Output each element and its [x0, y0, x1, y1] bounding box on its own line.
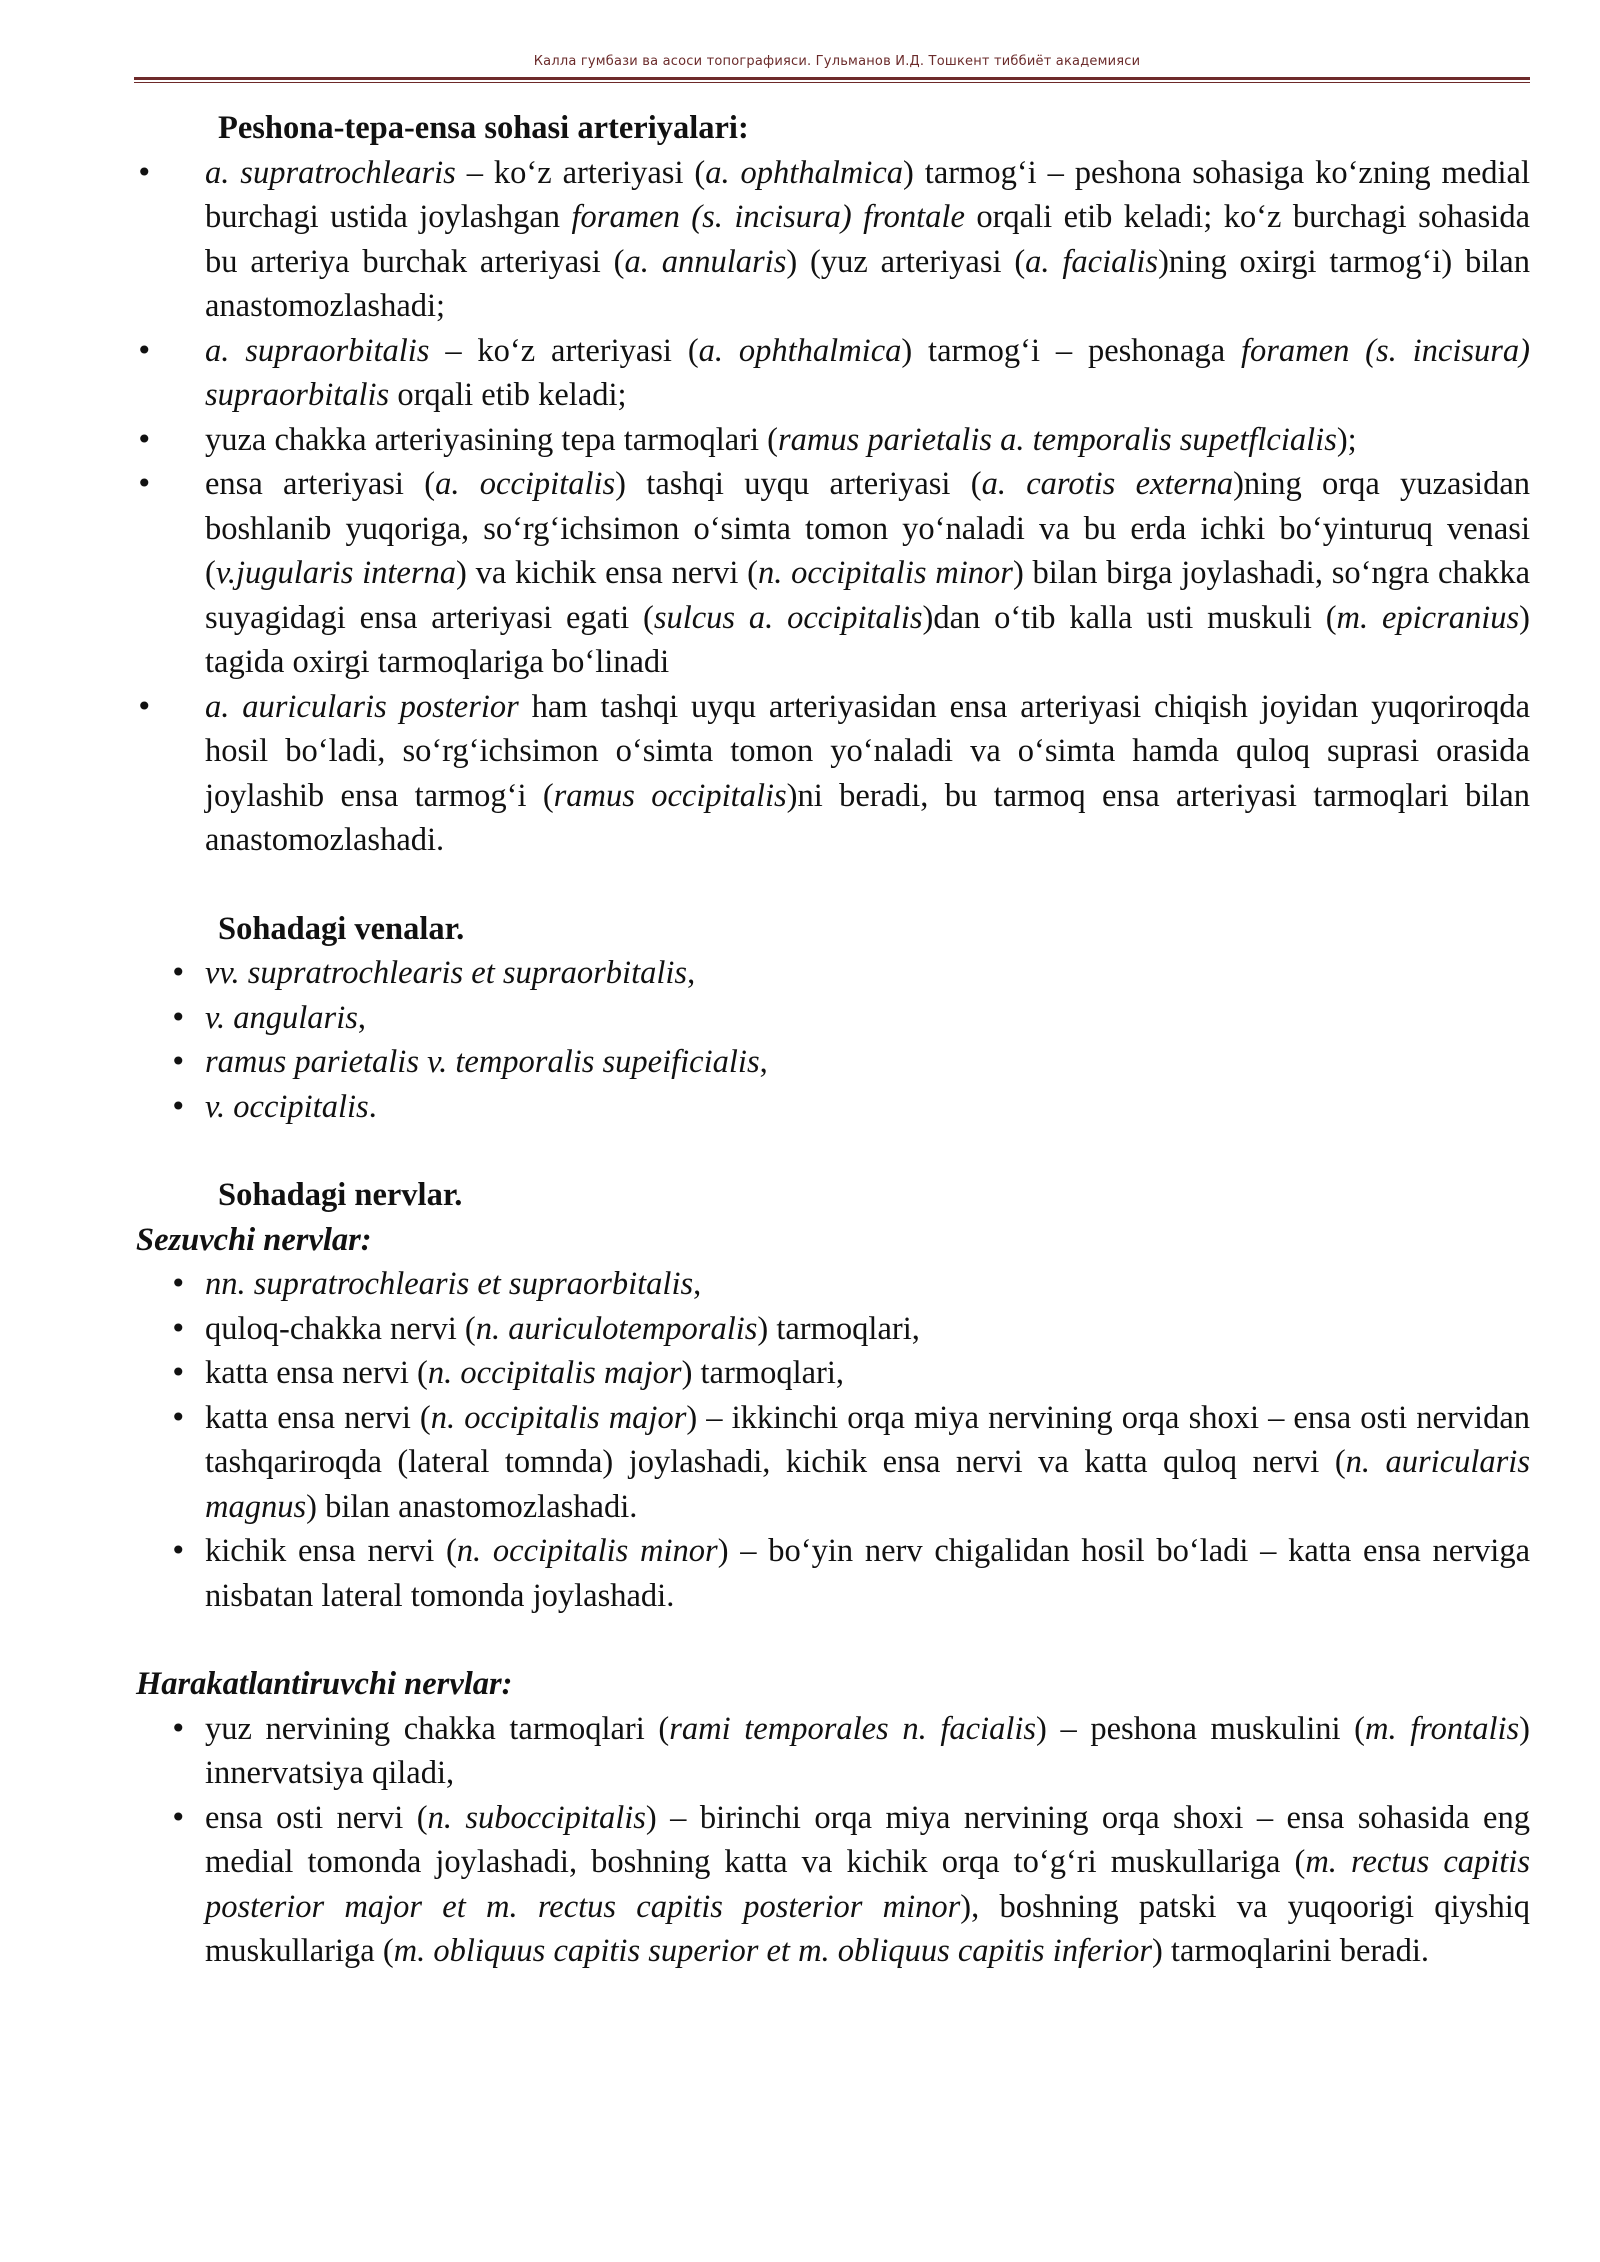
latin-term: a. carotis externa	[981, 466, 1234, 502]
list-item	[0, 1085, 1600, 1130]
text-run: ,	[687, 955, 696, 991]
text-run: quloq-chakka nervi (	[205, 1310, 476, 1347]
latin-term: n. occipitalis minor	[456, 1533, 718, 1569]
latin-term: n. occipitalis minor	[757, 555, 1013, 591]
text-run: ,	[759, 1044, 768, 1080]
text-run: yuz nervining chakka tarmoqlari (	[205, 1710, 670, 1747]
text-run: – ko‘z arteriyasi (	[429, 332, 699, 369]
text-run: ) tarmoqlari,	[681, 1355, 844, 1391]
text-run: ) tarmog‘i – peshonaga	[901, 332, 1241, 369]
text-run: orqali etib keladi; ko‘z burchagi sohasida bu arteriya burchak arteriyasi (	[205, 199, 1530, 280]
text-run: yuza chakka arteriyasining tepa tarmoqlari (	[205, 421, 779, 458]
text-run: ) va kichik ensa nervi (	[456, 555, 758, 591]
section-title-arteries: Peshona-tepa-ensa sohasi arteriyalari:	[218, 110, 749, 146]
latin-term: a. ophthalmica	[705, 154, 904, 191]
text-run: )ning orqa yuzasidan boshlanib yuqoriga, so‘rg‘ichsimon o‘simta tomon yo‘naladi va bu erda ichki bo‘yinturuq venasi (	[205, 466, 1531, 591]
list-item	[0, 996, 1600, 1041]
text-run: katta ensa nervi (	[205, 1399, 431, 1436]
latin-term: rami temporales n. facialis	[669, 1710, 1037, 1747]
veins-list	[0, 951, 1600, 1129]
text-run: ) innervatsiya qiladi,	[205, 1710, 1530, 1791]
latin-term: m. rectus capitis posterior major et m. rectus capitis posterior minor	[205, 1844, 1530, 1925]
list-item	[0, 1529, 1600, 1618]
text-run: ensa osti nervi (	[205, 1799, 428, 1836]
text-run: ) – bo‘yin nerv chigalidan hosil bo‘ladi – katta ensa nerviga nisbatan lateral tomonda joylashadi.	[205, 1533, 1530, 1614]
subheading-sensory-nerves: Sezuvchi nervlar:	[136, 1221, 372, 1258]
text-run: – ko‘z arteriyasi (	[455, 154, 706, 191]
text-run: ) tagida oxirgi tarmoqlariga bo‘linadi	[205, 599, 1530, 680]
header-rule-thin	[134, 82, 1530, 83]
latin-term: n. suboccipitalis	[427, 1799, 646, 1836]
arteries-list	[0, 151, 1600, 863]
text-run: ) – peshona muskulini (	[1036, 1710, 1365, 1747]
text-run: ensa arteriyasi (	[205, 466, 436, 502]
list-item	[0, 1796, 1600, 1974]
list-item	[0, 1040, 1600, 1085]
section-title-nerves: Sohadagi nervlar.	[218, 1177, 463, 1213]
text-run: )ni beradi, bu tarmoq ensa arteriyasi tarmoqlari bilan anastomozlashadi.	[205, 777, 1530, 858]
latin-term: v. occipitalis	[205, 1088, 369, 1125]
list-item	[0, 462, 1600, 685]
text-run: );	[1336, 421, 1357, 458]
text-run: ,	[693, 1266, 702, 1302]
list-item	[0, 329, 1600, 418]
latin-term: a. occipitalis	[435, 466, 616, 502]
header-rule-thick	[134, 77, 1530, 80]
text-run: ) (yuz arteriyasi (	[786, 243, 1026, 280]
latin-term: n. occipitalis major	[427, 1355, 682, 1391]
text-run: ham tashqi uyqu arteriyasidan ensa arteriyasi chiqish joyidan yuqoriroqda hosil bo‘ladi, so‘rg‘ichsimon o‘simta tomon yo‘naladi va o‘simta hamda quloq suprasi orasida joylashib ensa tarmog‘i (	[205, 688, 1530, 814]
text-run: ), boshning patski va yuqoorigi qiyshiq muskullariga (	[205, 1888, 1530, 1969]
list-item	[0, 418, 1600, 463]
list-item	[0, 1262, 1600, 1307]
list-item	[0, 151, 1600, 329]
text-run: ) bilan anastomozlashadi.	[306, 1488, 638, 1525]
text-run: ) tarmoqlarini beradi.	[1151, 1933, 1430, 1969]
latin-term: m. obliquus capitis superior et m. obliquus capitis inferior	[393, 1933, 1152, 1969]
latin-term: ramus parietalis v. temporalis supeificialis	[205, 1044, 760, 1080]
latin-term: a. supratrochlearis	[205, 154, 456, 191]
sensory-nerves-list	[0, 1262, 1600, 1618]
spacer	[0, 1129, 1600, 1173]
spacer	[0, 863, 1600, 907]
spacer	[0, 1618, 1600, 1662]
latin-term: sulcus a. occipitalis	[653, 599, 923, 636]
text-run: .	[368, 1088, 377, 1125]
list-item	[0, 951, 1600, 996]
section-title-veins: Sohadagi venalar.	[218, 910, 465, 947]
latin-term: a. supraorbitalis	[205, 332, 430, 369]
latin-term: v.jugularis interna	[215, 555, 457, 591]
list-item	[0, 1307, 1600, 1352]
latin-term: a. auricularis posterior	[205, 688, 519, 725]
page-content	[0, 106, 1600, 1974]
latin-term: vv. supratrochlearis et supraorbitalis	[205, 955, 688, 991]
text-run: )dan o‘tib kalla usti muskuli (	[922, 599, 1337, 636]
latin-term: v. angularis	[205, 999, 358, 1036]
text-run: ) bilan birga joylashadi, so‘ngra chakka suyagidagi ensa arteriyasi egati (	[205, 555, 1531, 636]
latin-term: a. annularis	[624, 243, 787, 280]
latin-term: foramen (s. incisura) supraorbitalis	[205, 332, 1530, 413]
text-run: ) tashqi uyqu arteriyasi (	[615, 466, 982, 502]
latin-term: a. facialis	[1025, 243, 1159, 280]
text-run: ,	[357, 999, 366, 1036]
list-item	[0, 1351, 1600, 1396]
latin-term: m. epicranius	[1336, 599, 1520, 636]
text-run: orqali etib keladi;	[389, 377, 627, 413]
text-run: kichik ensa nervi (	[205, 1533, 457, 1569]
latin-term: nn. supratrochlearis et supraorbitalis	[205, 1266, 694, 1302]
text-run: ) – ikkinchi orqa miya nervining orqa shoxi – ensa osti nervidan tashqariroqda (lateral tomnda) joylashadi, kichik ensa nervi va katta quloq nervi (	[205, 1399, 1530, 1480]
subheading-motor-nerves: Harakatlantiruvchi nervlar:	[136, 1666, 513, 1702]
motor-nerves-list	[0, 1707, 1600, 1974]
latin-term: m. frontalis	[1364, 1710, 1520, 1747]
list-item	[0, 1396, 1600, 1530]
list-item	[0, 1707, 1600, 1796]
text-run: ) tarmoqlari,	[757, 1310, 920, 1347]
latin-term: a. ophthalmica	[698, 332, 902, 369]
text-run: katta ensa nervi (	[205, 1355, 428, 1391]
latin-term: n. auriculotemporalis	[475, 1310, 758, 1347]
latin-term: foramen (s. incisura) frontale	[571, 199, 965, 235]
text-run: )ning oxirgi tarmog‘i) bilan anastomozlashadi;	[205, 243, 1530, 324]
running-header: Калла гумбази ва асоси топографияси. Гульманов И.Д. Тошкент тиббиёт академияси	[533, 54, 1141, 69]
latin-term: ramus parietalis a. temporalis supetflcialis	[778, 421, 1337, 458]
latin-term: n. auricularis magnus	[205, 1444, 1530, 1525]
text-run: ) tarmog‘i – peshona sohasiga ko‘zning medial burchagi ustida joylashgan	[205, 154, 1530, 235]
list-item	[0, 685, 1600, 863]
text-run: ) – birinchi orqa miya nervining orqa shoxi – ensa sohasida eng medial tomonda joylashadi, boshning katta va kichik orqa to‘g‘ri muskullariga (	[205, 1799, 1530, 1880]
latin-term: ramus occipitalis	[553, 777, 787, 814]
latin-term: n. occipitalis major	[430, 1399, 687, 1436]
